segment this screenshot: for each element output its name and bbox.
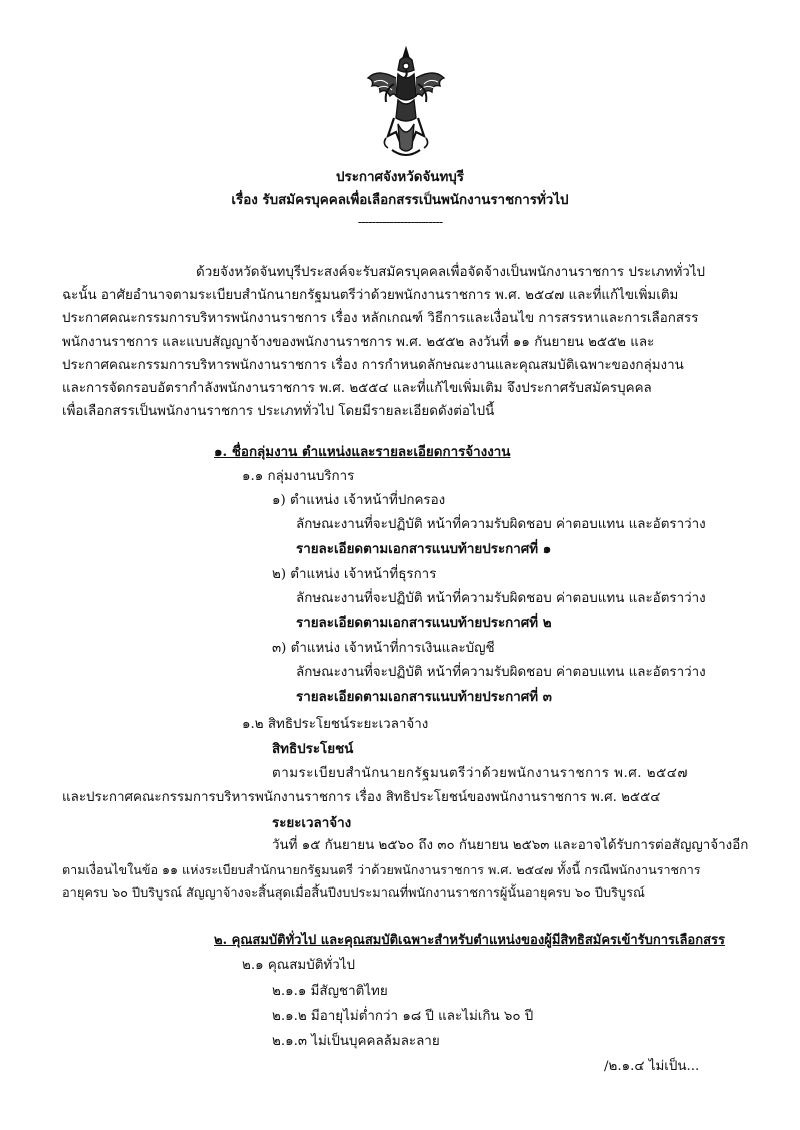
section-1-1-heading: ๑.๑ กลุ่มงานบริการ (242, 469, 355, 484)
intro-line: ฉะนั้น อาศัยอำนาจตามระเบียบสำนักนายกรัฐมนตรีว่าด้วยพนักงานราชการ พ.ศ. ๒๕๔๗ และที่แก้ไขเพิ่มเติม (62, 288, 679, 303)
period-heading: ระยะเวลาจ้าง (272, 815, 352, 831)
qualification-item: ๒.๑.๑ มีสัญชาติไทย (272, 984, 388, 999)
title-separator: ------------------------ (357, 215, 443, 230)
position-2-title: ๒) ตำแหน่ง เจ้าหน้าที่ธุรการ (272, 567, 437, 582)
benefits-line: ตามระเบียบสำนักนายกรัฐมนตรีว่าด้วยพนักงานราชการ พ.ศ. ๒๕๔๗ (272, 766, 688, 781)
section-1-2-heading: ๑.๒ สิทธิประโยชน์ระยะเวลาจ้าง (242, 717, 429, 732)
page-continuation: /๒.๑.๔ ไม่เป็น... (604, 1059, 700, 1074)
section-2-1-heading: ๒.๑ คุณสมบัติทั่วไป (242, 958, 355, 973)
intro-line: ด้วยจังหวัดจันทบุรีประสงค์จะรับสมัครบุคคลเพื่อจัดจ้างเป็นพนักงานราชการ ประเภททั่วไป (196, 265, 706, 280)
position-3-desc: ลักษณะงานที่จะปฏิบัติ หน้าที่ความรับผิดชอบ ค่าตอบแทน และอัตราว่าง (296, 665, 706, 680)
intro-line: พนักงานราชการ และแบบสัญญาจ้างของพนักงานราชการ พ.ศ. ๒๕๕๒ ลงวันที่ ๑๑ กันยายน ๒๕๕๒ และ (62, 335, 655, 350)
section-1-heading: ๑. ชื่อกลุ่มงาน ตำแหน่งและรายละเอียดการจ้างงาน (214, 444, 511, 460)
intro-line: ประกาศคณะกรรมการบริหารพนักงานราชการ เรื่อง การกำหนดลักษณะงานและคุณสมบัติเฉพาะของกลุ่มงาน (62, 358, 684, 373)
garuda-emblem-icon (364, 44, 448, 164)
period-line: อายุครบ ๖๐ ปีบริบูรณ์ สัญญาจ้างจะสิ้นสุดเมื่อสิ้นปีงบประมาณที่พนักงานราชการผู้นั้นอายุครบ ๖๐ ปีบริบูรณ์ (62, 886, 645, 901)
qualification-item: ๒.๑.๓ ไม่เป็นบุคคลล้มละลาย (272, 1034, 440, 1049)
announcement-title: ประกาศจังหวัดจันทบุรี (336, 169, 464, 185)
position-1-ref: รายละเอียดตามเอกสารแนบท้ายประกาศที่ ๑ (296, 541, 552, 557)
intro-line: และการจัดกรอบอัตรากำลังพนักงานราชการ พ.ศ. ๒๕๕๔ และที่แก้ไขเพิ่มเติม จึงประกาศรับสมัครบุคคล (62, 381, 652, 396)
position-1-title: ๑) ตำแหน่ง เจ้าหน้าที่ปกครอง (272, 493, 446, 508)
benefits-heading: สิทธิประโยชน์ (272, 741, 354, 757)
position-3-ref: รายละเอียดตามเอกสารแนบท้ายประกาศที่ ๓ (296, 689, 552, 705)
period-line: วันที่ ๑๕ กันยายน ๒๕๖๐ ถึง ๓๐ กันยายน ๒๕๖๓ และอาจได้รับการต่อสัญญาจ้างอีก (272, 838, 749, 853)
position-2-desc: ลักษณะงานที่จะปฏิบัติ หน้าที่ความรับผิดชอบ ค่าตอบแทน และอัตราว่าง (296, 591, 706, 606)
position-1-desc: ลักษณะงานที่จะปฏิบัติ หน้าที่ความรับผิดชอบ ค่าตอบแทน และอัตราว่าง (296, 517, 706, 532)
announcement-subject: เรื่อง รับสมัครบุคคลเพื่อเลือกสรรเป็นพนักงานราชการทั่วไป (231, 192, 569, 208)
qualification-item: ๒.๑.๒ มีอายุไม่ต่ำกว่า ๑๘ ปี และไม่เกิน ๖๐ ปี (272, 1009, 534, 1024)
intro-line: เพื่อเลือกสรรเป็นพนักงานราชการ ประเภททั่วไป โดยมีรายละเอียดดังต่อไปนี้ (62, 404, 495, 419)
intro-line: ประกาศคณะกรรมการบริหารพนักงานราชการ เรื่อง หลักเกณฑ์ วิธีการและเงื่อนไข การสรรหาและการเลือกสรร (62, 311, 699, 326)
position-3-title: ๓) ตำแหน่ง เจ้าหน้าที่การเงินและบัญชี (272, 641, 495, 656)
period-line: ตามเงื่อนไขในข้อ ๑๑ แห่งระเบียบสำนักนายกรัฐมนตรี ว่าด้วยพนักงานราชการ พ.ศ. ๒๕๔๗ ทั้งนี้ กรณีพนักงานราชการ (62, 862, 701, 877)
benefits-line: และประกาศคณะกรรมการบริหารพนักงานราชการ เรื่อง สิทธิประโยชน์ของพนักงานราชการ พ.ศ. ๒๕๕๔ (62, 790, 661, 805)
position-2-ref: รายละเอียดตามเอกสารแนบท้ายประกาศที่ ๒ (296, 615, 552, 631)
section-2-heading: ๒. คุณสมบัติทั่วไป และคุณสมบัติเฉพาะสำหรับตำแหน่งของผู้มีสิทธิสมัครเข้ารับการเลือกสรร (214, 933, 726, 948)
